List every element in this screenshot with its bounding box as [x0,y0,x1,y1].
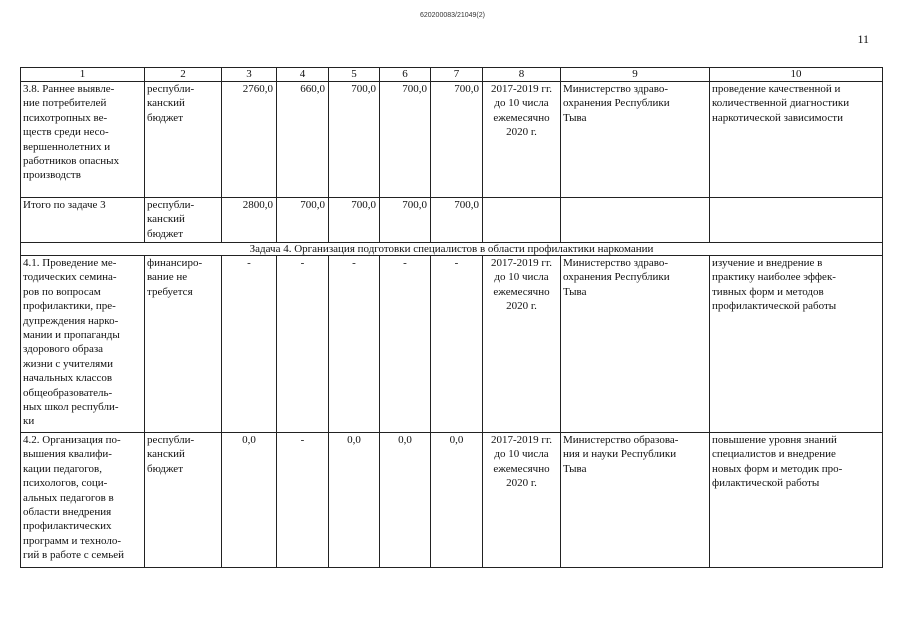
funding-source: республи- канский бюджет [145,433,222,568]
amount-year: 700,0 [277,198,329,243]
responsible: Министерство здраво- охранения Республики Тыва [561,82,710,198]
amount-year: - [380,256,431,433]
deadline [483,198,561,243]
amount-total: - [222,256,277,433]
amount-year: 0,0 [329,433,380,568]
expected-result: проведение качественной и количественной диагностики наркотической зависимости [710,82,883,198]
deadline: 2017-2019 гг. до 10 числа ежемесячно 2020 г. [483,256,561,433]
responsible: Министерство здраво- охранения Республики Тыва [561,256,710,433]
amount-year: 660,0 [277,82,329,198]
funding-source: финансиро- вание не требуется [145,256,222,433]
amount-year: - [431,256,483,433]
column-number: 3 [222,68,277,82]
table-row [21,198,883,243]
expected-result: изучение и внедрение в практику наиболее эффек- тивных форм и методов профилактической работы [710,256,883,433]
amount-year: - [277,256,329,433]
responsible: Министерство образова- ния и науки Республики Тыва [561,433,710,568]
amount-year: 700,0 [329,82,380,198]
document-id: 620200083/21049(2) [419,12,485,19]
program-table [20,67,883,568]
column-number: 9 [561,68,710,82]
table-row [21,82,883,198]
measure-name: 4.1. Проведение ме- тодических семина- ров по вопросам профилактики, пре- дупреждения нарко- мании и пропаганды здорового образа жизни с учителями начальных классов общеобразователь- ных школ республи- ки [21,256,145,433]
column-number: 8 [483,68,561,82]
column-number: 7 [431,68,483,82]
amount-year: 700,0 [329,198,380,243]
page-number: 11 [857,32,869,46]
amount-year: - [277,433,329,568]
amount-year: 700,0 [431,198,483,243]
deadline: 2017-2019 гг. до 10 числа ежемесячно 2020 г. [483,433,561,568]
funding-source: республи- канский бюджет [145,198,222,243]
amount-year: 700,0 [431,82,483,198]
column-number: 10 [710,68,883,82]
amount-year: 0,0 [380,433,431,568]
column-number: 2 [145,68,222,82]
amount-total: 0,0 [222,433,277,568]
measure-name: Итого по задаче 3 [21,198,145,243]
responsible [561,198,710,243]
amount-total: 2760,0 [222,82,277,198]
task-heading-row [21,243,883,256]
column-number: 6 [380,68,431,82]
measure-name: 4.2. Организация по- вышения квалифи- кации педагогов, психологов, соци- альных педагогов в области внедрения профилактических программ и техноло- гий в работе с семьей [21,433,145,568]
expected-result [710,198,883,243]
amount-year: 0,0 [431,433,483,568]
table-row [21,433,883,568]
amount-total: 2800,0 [222,198,277,243]
amount-year: 700,0 [380,82,431,198]
measure-name: 3.8. Раннее выявле- ние потребителей психотропных ве- ществ среди несо- вершеннолетних и работников опасных производств [21,82,145,198]
amount-year: 700,0 [380,198,431,243]
deadline: 2017-2019 гг. до 10 числа ежемесячно 2020 г. [483,82,561,198]
expected-result: повышение уровня знаний специалистов и внедрение новых форм и методик про- филактической работы [710,433,883,568]
task-heading: Задача 4. Организация подготовки специалистов в области профилактики наркомании [21,243,883,256]
amount-year: - [329,256,380,433]
table-row [21,256,883,433]
column-number: 1 [21,68,145,82]
column-number: 4 [277,68,329,82]
column-number-row [21,68,883,82]
column-number: 5 [329,68,380,82]
funding-source: республи- канский бюджет [145,82,222,198]
